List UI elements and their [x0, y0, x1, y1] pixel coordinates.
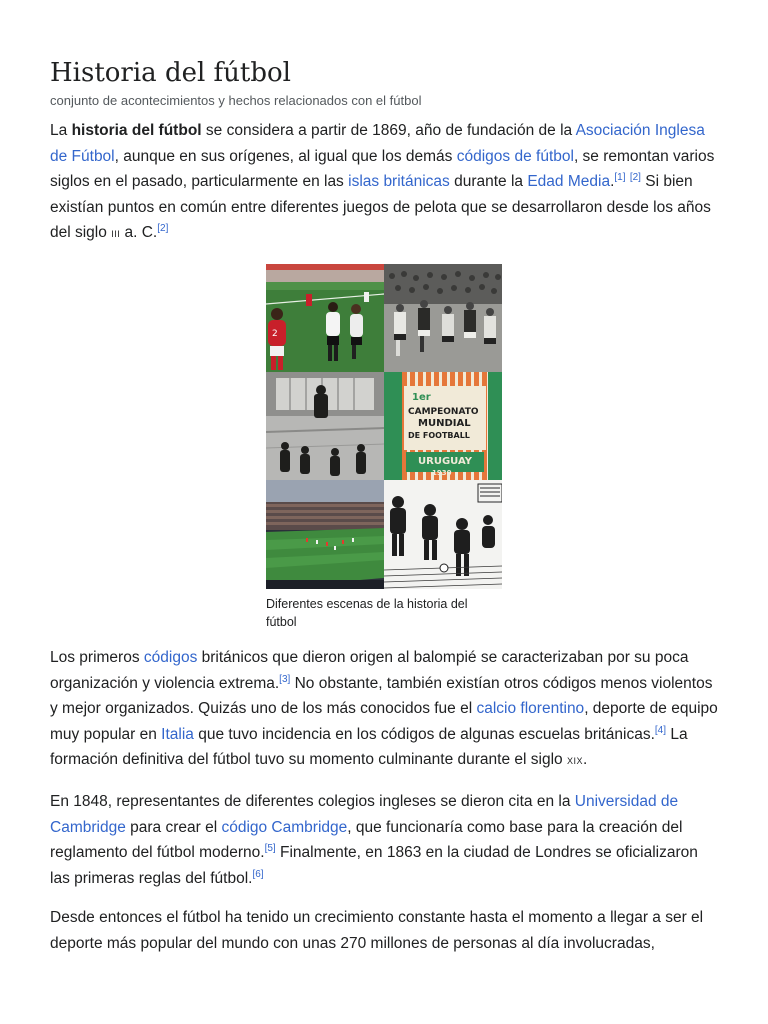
figure [266, 264, 504, 631]
reference-4[interactable]: [4] [654, 724, 667, 736]
image-world-cup-poster[interactable] [384, 372, 502, 480]
link-codigos-futbol[interactable]: códigos de fútbol [456, 147, 574, 165]
image-historic-hall[interactable] [266, 372, 384, 480]
image-engraving[interactable] [384, 480, 502, 589]
figure-caption: Diferentes escenas de la historia del fútbol [266, 596, 468, 629]
link-italia[interactable]: Italia [161, 725, 194, 743]
reference-3[interactable]: [3] [279, 673, 291, 685]
reference-6[interactable]: [6] [252, 868, 264, 880]
poster-line-4: DE FOOTBALL [408, 430, 470, 440]
link-calcio-florentino[interactable]: calcio florentino [476, 700, 585, 718]
reference-1[interactable]: [1] [614, 172, 626, 184]
poster-line-6: 1930 [432, 468, 452, 477]
paragraph-growth: Desde entonces el fútbol ha tenido un crecimiento constante hasta el momento a llegar a ser el deporte más popular del mundo con unas 270 millones de personas al día involucradas, [50, 909, 704, 952]
page-title: Historia del fútbol [50, 58, 291, 88]
link-edad-media[interactable]: Edad Media [527, 173, 611, 191]
link-asociacion-inglesa[interactable]: Asociación Inglesa de Fútbol [50, 122, 705, 165]
century-numeral: III [111, 229, 121, 240]
poster-line-2: CAMPEONATO [408, 406, 479, 417]
paragraph-codes: Los primeros códigos británicos que dieron origen al balompié se caracterizaban por su poca organización y violencia extrema.[3] No obstante, también existían otros códigos menos violentos y mejor organizados. Quizás uno de los más conocidos fue el calcio florentino, deporte de equipo muy popular en Italia que tuvo incidencia en los códigos de algunas escuelas británicas.[4] La formación definitiva del fútbol tuvo su momento culminante durante el siglo XIX. [50, 648, 718, 769]
image-modern-match[interactable] [266, 264, 384, 372]
page-subtitle: conjunto de acontecimientos y hechos relacionados con el fútbol [50, 93, 422, 108]
poster-line-3: MUNDIAL [418, 417, 471, 429]
reference-2b[interactable]: [2] [157, 223, 169, 235]
link-islas-britanicas[interactable]: islas británicas [348, 173, 450, 191]
poster-line-5: URUGUAY [418, 455, 472, 467]
poster-line-1: 1er [412, 391, 431, 403]
paragraph-cambridge: En 1848, representantes de diferentes colegios ingleses se dieron cita en la Universidad de Cambridge para crear el código Cambridge, que funcionaría como base para la creación del reglamento del fútbol moderno.[5] Finalmente, en 1863 en la ciudad de Londres se oficializaron las primeras reglas del fútbol.[6] [50, 792, 698, 887]
link-codigos[interactable]: códigos [143, 648, 198, 666]
century-numeral: XIX [566, 756, 583, 767]
image-stadium[interactable] [266, 480, 384, 589]
image-mosaic[interactable] [266, 264, 502, 589]
bold-term: historia del fútbol [71, 122, 202, 139]
reference-5[interactable]: [5] [264, 842, 276, 854]
article-content [50, 56, 720, 957]
link-codigo-cambridge[interactable]: código Cambridge [221, 818, 348, 836]
svg-text:2: 2 [272, 328, 278, 339]
paragraph-intro: La historia del fútbol se considera a partir de 1869, año de fundación de la Asociación Inglesa de Fútbol, aunque en sus orígenes, al igual que los demás códigos de fútbol, se remontan varios siglos en el pasado, particularmente en las islas británicas durante la Edad Media.[1] [2] Si bien existían puntos en común entre diferentes juegos de pelota que se desarrollaron desde los años del siglo III a. C.[2] [50, 122, 715, 242]
reference-2[interactable]: [2] [629, 172, 641, 184]
link-universidad-cambridge[interactable]: Universidad de Cambridge [50, 792, 679, 836]
image-historic-match[interactable] [384, 264, 502, 372]
